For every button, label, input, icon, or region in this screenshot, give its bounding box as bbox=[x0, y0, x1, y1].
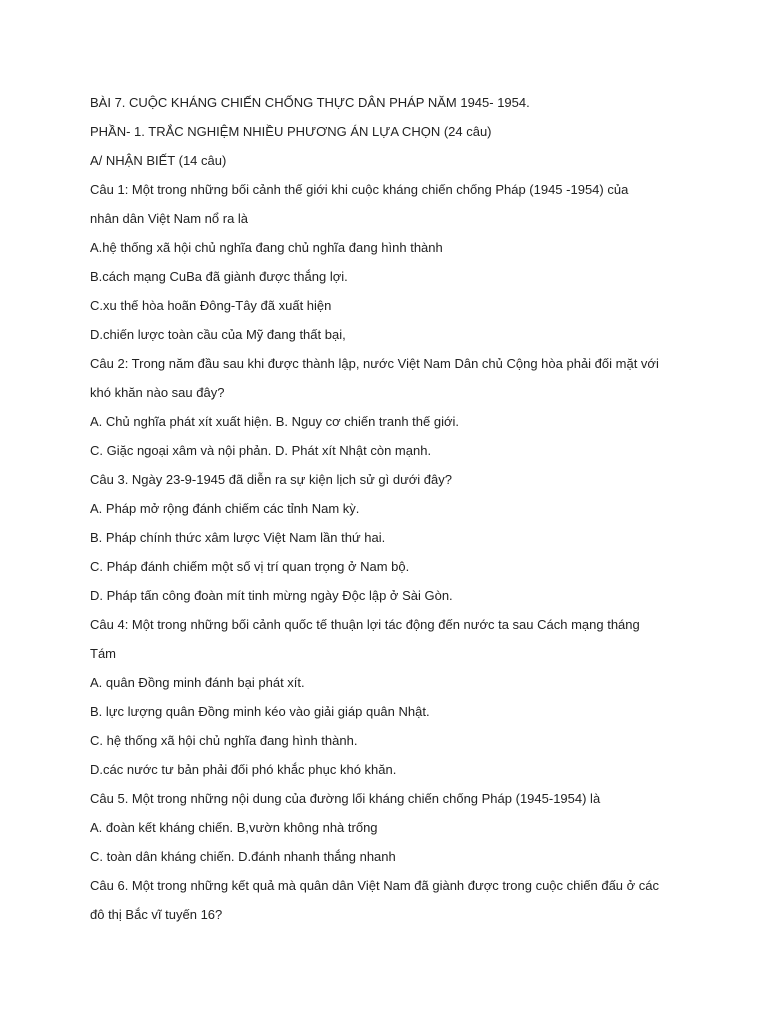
question-1-option-c: C.xu thế hòa hoãn Đông-Tây đã xuất hiện bbox=[90, 298, 332, 313]
question-3-text: Câu 3. Ngày 23-9-1945 đã diễn ra sự kiện lịch sử gì dưới đây? bbox=[90, 472, 452, 487]
question-1-option-d: D.chiến lược toàn cầu của Mỹ đang thất bại, bbox=[90, 327, 346, 342]
question-2-text-cont: khó khăn nào sau đây? bbox=[90, 385, 225, 400]
question-6-text: Câu 6. Một trong những kết quả mà quân dân Việt Nam đã giành được trong cuộc chiến đấu ở các bbox=[90, 878, 660, 893]
question-3-option-b: B. Pháp chính thức xâm lược Việt Nam lần thứ hai. bbox=[90, 530, 386, 545]
question-1-text-cont: nhân dân Việt Nam nổ ra là bbox=[90, 211, 249, 226]
lesson-title: BÀI 7. CUỘC KHÁNG CHIẾN CHỐNG THỰC DÂN PHÁP NĂM 1945- 1954. bbox=[90, 95, 530, 110]
question-1-text: Câu 1: Một trong những bối cảnh thế giới khi cuộc kháng chiến chống Pháp (1945 -1954) của bbox=[90, 182, 629, 197]
question-6-text-cont: đô thị Bắc vĩ tuyến 16? bbox=[90, 907, 223, 922]
question-4-option-a: A. quân Đồng minh đánh bại phát xít. bbox=[90, 675, 305, 690]
document-body bbox=[90, 88, 690, 929]
question-1-option-b: B.cách mạng CuBa đã giành được thắng lợi. bbox=[90, 269, 348, 284]
question-2-options-cd: C. Giặc ngoại xâm và nội phản. D. Phát xít Nhật còn mạnh. bbox=[90, 443, 432, 458]
question-4-option-c: C. hệ thống xã hội chủ nghĩa đang hình thành. bbox=[90, 733, 358, 748]
question-4-option-b: B. lực lượng quân Đồng minh kéo vào giải giáp quân Nhật. bbox=[90, 704, 430, 719]
question-2-text: Câu 2: Trong năm đầu sau khi được thành lập, nước Việt Nam Dân chủ Cộng hòa phải đối mặt với bbox=[90, 356, 659, 371]
question-2-options-ab: A. Chủ nghĩa phát xít xuất hiện. B. Nguy cơ chiến tranh thế giới. bbox=[90, 414, 459, 429]
section-heading: PHẦN- 1. TRẮC NGHIỆM NHIỀU PHƯƠNG ÁN LỰA CHỌN (24 câu) bbox=[90, 124, 492, 139]
question-1-option-a: A.hệ thống xã hội chủ nghĩa đang chủ nghĩa đang hình thành bbox=[90, 240, 443, 255]
question-4-text-cont: Tám bbox=[90, 646, 116, 661]
question-5-options-ab: A. đoàn kết kháng chiến. B,vườn không nhà trống bbox=[90, 820, 378, 835]
subsection-heading: A/ NHẬN BIẾT (14 câu) bbox=[90, 153, 227, 168]
question-4-text: Câu 4: Một trong những bối cảnh quốc tế thuận lợi tác động đến nước ta sau Cách mạng tháng bbox=[90, 617, 640, 632]
question-3-option-a: A. Pháp mở rộng đánh chiếm các tỉnh Nam kỳ. bbox=[90, 501, 360, 516]
question-3-option-c: C. Pháp đánh chiếm một số vị trí quan trọng ở Nam bộ. bbox=[90, 559, 410, 574]
question-4-option-d: D.các nước tư bản phải đối phó khắc phục khó khăn. bbox=[90, 762, 397, 777]
question-3-option-d: D. Pháp tấn công đoàn mít tinh mừng ngày Độc lập ở Sài Gòn. bbox=[90, 588, 453, 603]
question-5-text: Câu 5. Một trong những nội dung của đường lối kháng chiến chống Pháp (1945-1954) là bbox=[90, 791, 601, 806]
question-5-options-cd: C. toàn dân kháng chiến. D.đánh nhanh thắng nhanh bbox=[90, 849, 396, 864]
